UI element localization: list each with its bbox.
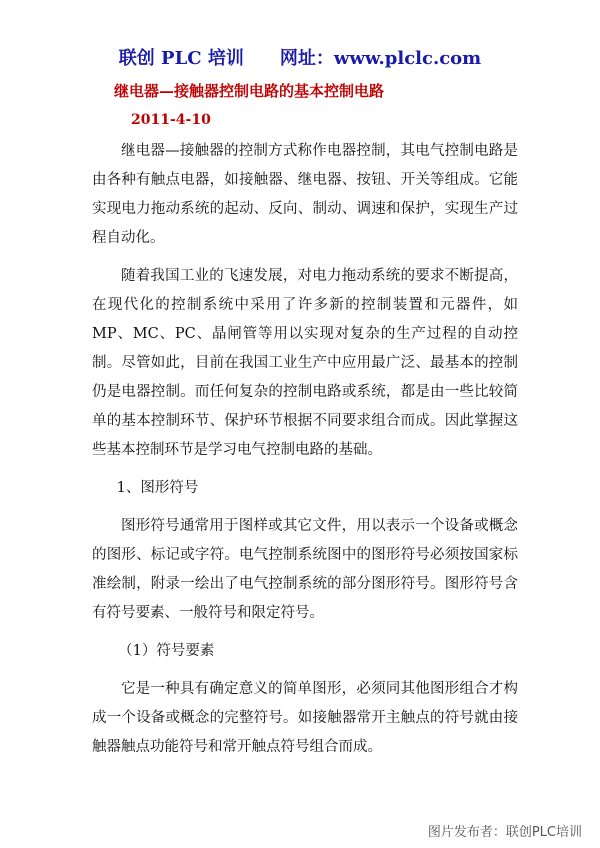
paragraph-development: 随着我国工业的飞速发展，对电力拖动系统的要求不断提高，在现代化的控制系统中采用了许多新的控制装置和元器件，如MP、MC、PC、晶闸管等用以实现对复杂的生产过程的自动控制。尽管如此，目前在我国工业生产中应用最广泛、最基本的控制仍是电器控制。而任何复杂的控制电路或系统，都是由一些比较简单的基本控制环节、保护环节根据不同要求组合而成。因此掌握这些基本控制环节是学习电气控制电路的基础。 bbox=[92, 268, 518, 458]
brand-name: 联创 PLC 培训 bbox=[118, 48, 244, 69]
article-date: 2011-4-10 bbox=[131, 112, 211, 128]
paragraph-intro: 继电器—接触器的控制方式称作电器控制，其电气控制电路是由各种有触点电器，如接触器、继电器、按钮、开关等组成。它能实现电力拖动系统的起动、反向、制动、调速和保护，实现生产过程自动化。 bbox=[92, 143, 518, 246]
subsection-heading-symbol-elements: （1）符号要素 bbox=[118, 643, 215, 659]
article-title: 继电器—接触器控制电路的基本控制电路 bbox=[114, 82, 385, 100]
website-url[interactable]: 网址：www.plclc.com bbox=[279, 48, 482, 69]
paragraph-symbol-elements: 它是一种具有确定意义的简单图形，必须同其他图形组合才构成一个设备或概念的完整符号。如接触器常开主触点的符号就由接触器触点功能符号和常开触点符号组合而成。 bbox=[92, 681, 518, 755]
section-heading-graphic-symbols: 1、图形符号 bbox=[116, 480, 199, 496]
image-credit: 图片发布者：联创PLC培训 bbox=[427, 825, 582, 840]
paragraph-graphic-symbols: 图形符号通常用于图样或其它文件，用以表示一个设备或概念的图形、标记或字符。电气控制系统图中的图形符号必须按国家标准绘制，附录一绘出了电气控制系统的部分图形符号。图形符号含有符号要素、一般符号和限定符号。 bbox=[92, 518, 518, 621]
page-header bbox=[0, 44, 600, 70]
article-body bbox=[92, 137, 518, 771]
